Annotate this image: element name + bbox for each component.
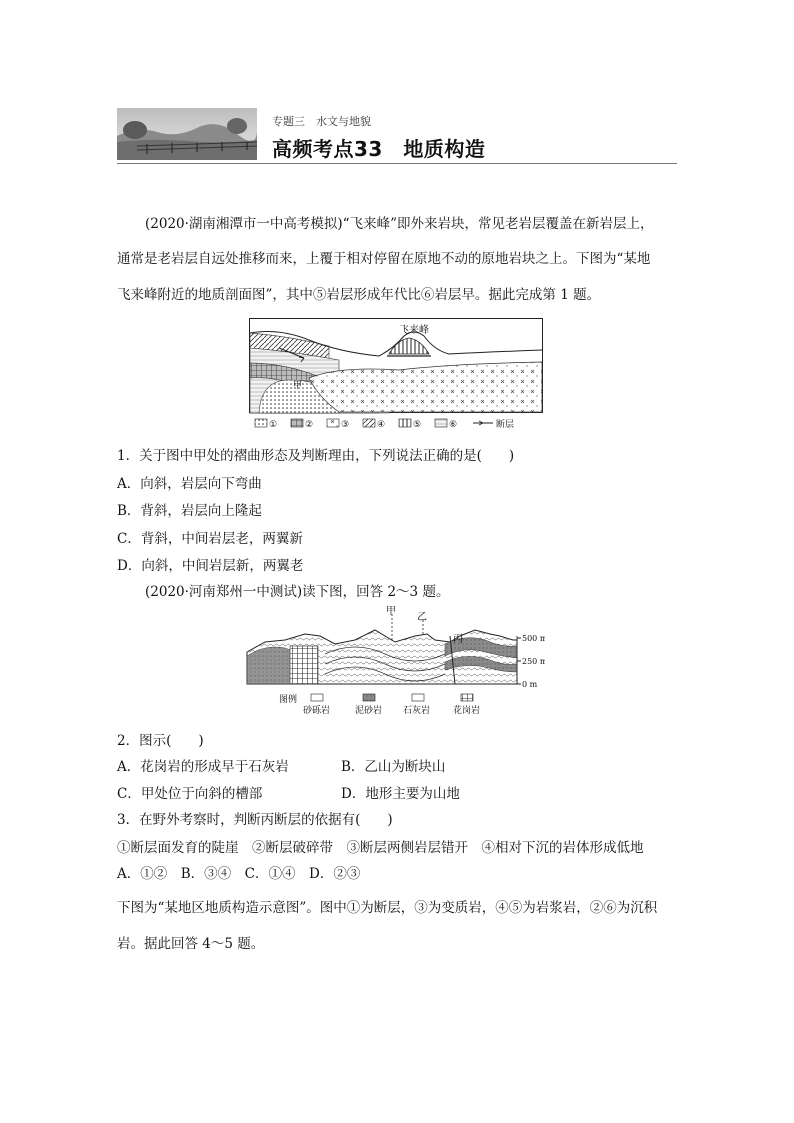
q2-option-c: C．甲处位于向斜的槽部 xyxy=(117,786,263,802)
q1-option-c: C．背斜，中间岩层老，两翼新 xyxy=(117,531,303,547)
legend-4: ④ xyxy=(377,420,386,430)
legend-limestone: 石灰岩 xyxy=(403,706,431,716)
legend-sandstone: 砂砾岩 xyxy=(303,706,331,716)
legend-3: ③ xyxy=(341,420,350,430)
legend-granite: 花岗岩 xyxy=(453,706,481,716)
legend-6: ⑥ xyxy=(449,420,458,430)
q3-items: ①断层面发育的陡崖 ②断层破碎带 ③断层两侧岩层错开 ④相对下沉的岩体形成低地 xyxy=(117,840,644,856)
page-title: 高频考点33 地质构造 xyxy=(272,137,486,161)
scale-500: 500 m xyxy=(522,634,545,643)
intro3-line1: 下图为“某地区地质构造示意图”。图中①为断层，③为变质岩，④⑤为岩浆岩，②⑥为沉积 xyxy=(117,900,658,916)
intro3-line2: 岩。据此回答 4～5 题。 xyxy=(117,936,265,952)
q1-option-b: B．背斜，岩层向上隆起 xyxy=(117,503,262,519)
q2-stem: 2．图示( ) xyxy=(117,733,204,749)
q3-options: A．①② B．③④ C．①④ D．②③ xyxy=(117,866,361,882)
legend-5: ⑤ xyxy=(413,420,422,430)
legend-fault: 断层 xyxy=(496,420,515,430)
q3-stem: 3．在野外考察时，判断丙断层的依据有( ) xyxy=(117,812,393,828)
scale-250: 250 m xyxy=(522,657,545,666)
legend-mudstone: 泥砂岩 xyxy=(355,706,383,716)
legend-title: 图例 xyxy=(279,695,298,705)
header-landscape-photo xyxy=(117,108,257,160)
legend-1: ① xyxy=(269,420,278,430)
header-divider xyxy=(117,163,677,164)
scale-0: 0 m xyxy=(522,680,538,689)
intro1-line2: 通常是老岩层自远处推移而来，上覆于相对停留在原地不动的原地岩块之上。下图为“某地 xyxy=(117,251,651,267)
legend-2: ② xyxy=(305,420,314,430)
q1-option-d: D．向斜，中间岩层新，两翼老 xyxy=(117,558,304,574)
yi-marker: 乙 xyxy=(417,612,427,623)
intro1-line1: (2020·湖南湘潭市一中高考模拟)“飞来峰”即外来岩块，常见老岩层覆盖在新岩层上， xyxy=(145,216,654,232)
geologic-profile-figure-1 xyxy=(249,318,549,442)
q1-option-a: A．向斜，岩层向下弯曲 xyxy=(117,476,262,492)
q2-option-b: B．乙山为断块山 xyxy=(341,759,446,775)
q2-option-a: A．花岗岩的形成早于石灰岩 xyxy=(117,759,289,775)
jia-marker: 甲 xyxy=(386,606,396,617)
intro1-line3: 飞来峰附近的地质剖面图”，其中⑤岩层形成年代比⑥岩层早。据此完成第 1 题。 xyxy=(117,287,601,303)
q1-stem: 1．关于图中甲处的褶曲形态及判断理由，下列说法正确的是( ) xyxy=(117,448,515,464)
intro2: (2020·河南郑州一中测试)读下图，回答 2～3 题。 xyxy=(145,584,450,600)
q2-option-d: D．地形主要为山地 xyxy=(341,786,460,802)
peak-label: 飞来峰 xyxy=(399,325,429,336)
section-subtitle: 专题三 水文与地貌 xyxy=(272,115,371,128)
jia-label: 甲 xyxy=(293,381,303,391)
bing-marker: 丙 xyxy=(453,634,463,645)
geologic-profile-figure-2 xyxy=(245,606,545,722)
